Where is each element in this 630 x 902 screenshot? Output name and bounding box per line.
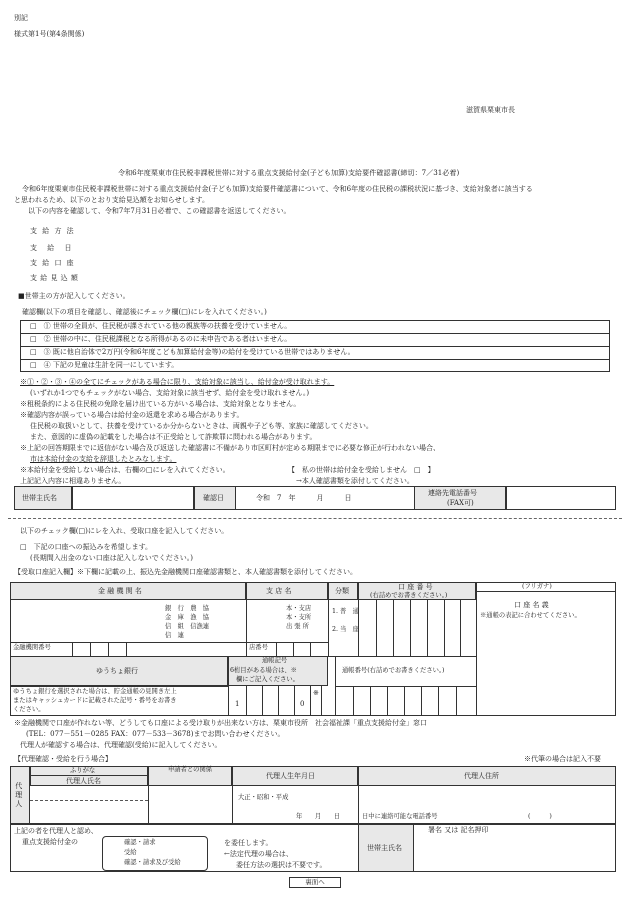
note-11: →本人確認書類を添付してください。 — [296, 477, 414, 485]
bank-acct-header: 口 座 番 号 — [398, 583, 433, 591]
yucho-no-label: 通帳番号(右詰めでお書きください。) — [342, 667, 445, 674]
bank-type-header: 分類 — [335, 587, 349, 595]
contact-2: (TEL：077－551－0285 FAX：077－533－3678)までお問い合わせください。 — [26, 730, 285, 738]
note-2: (いずれか1つでもチェックがない場合、支給対象に該当せず、給付金を受け取れません。) — [30, 389, 310, 397]
yucho-code-digit-6: 0 — [300, 700, 305, 708]
entrust-3: 委任方法の選択は不要です。 — [236, 861, 327, 869]
branch-type-3[interactable]: 出 張 所 — [286, 623, 309, 630]
bank-intro-4: 【受取口座記入欄】※下欄に記載の上、振込先金融機関口座確認書類と、本人確認書類を添付してください。 — [14, 568, 357, 576]
payment-date: 支 給 日 — [30, 244, 76, 252]
note-6: また、意図的に虚偽の記載をした場合は不正受給として詐欺罪に問われる場合があります。 — [30, 433, 317, 441]
note-7: ※上記の回答期限までに返信がない場合及び返送した確認書に不備があり市区町村が定める期限までに必要な修正が行われない場合、 — [20, 444, 440, 452]
entrust-2: ←法定代理の場合は、 — [224, 850, 293, 858]
proxy-head-note: ※代筆の場合は記入不要 — [524, 755, 601, 763]
check-item-2[interactable]: □ ② 世帯の中に、住民税課税となる所得があるのに未申告である者はいません。 — [30, 335, 292, 343]
proxy-dob-label: 代理人生年月日 — [266, 772, 315, 780]
contact-3: 代理人が確認する場合は、代理確認(受給)に記入してください。 — [20, 741, 222, 749]
acct-type-2[interactable]: 2. 当 座 — [332, 626, 359, 633]
check-item-1[interactable]: □ ① 世帯の全員が、住民税が課されている他の親族等の扶養を受けていません。 — [30, 322, 292, 330]
date-label: 確認日 — [203, 494, 224, 502]
inst-type-4[interactable]: 信 連 — [165, 632, 184, 639]
delegation-opt-2[interactable]: 受給 — [124, 849, 137, 856]
contact-1: ※金融機関で口座が作れない等、どうしても口座による受け取りが出来ない方は、栗東市役所 社会福祉課「重点支援給付金」窓口 — [14, 719, 427, 727]
yucho-note-3: ください。 — [13, 706, 45, 713]
check-header: 確認欄(以下の項目を確認し、確認後にチェック欄(□)にレを入れてください。) — [22, 308, 267, 316]
page-title: 令和6年度栗東市住民税非課税世帯に対する重点支援給付金(子ども加算)支給要件確認書(締切：7／31必着) — [118, 168, 460, 177]
proxy-kana-label: ふりがな — [70, 767, 96, 774]
next-page-label: 裏面へ — [305, 878, 325, 886]
delegation-1: 上記の者を代理人と認め、 — [14, 827, 98, 835]
delegation-opt-3[interactable]: 確認・請求及び受給 — [124, 859, 181, 866]
section-head: ■世帯主の方が記入してください。 — [18, 292, 130, 300]
delegation-2: 重点支援給付金の — [22, 838, 78, 846]
divider — [8, 518, 622, 519]
bank-intro-3: (長期間入出金のない口座は記入しないでください。) — [30, 554, 193, 562]
inst-type-2[interactable]: 金 庫 漁 協 — [165, 614, 210, 621]
intro-line-2: と思われるため、以下のとおり支給見込額をお知らせします。 — [14, 196, 209, 204]
proxy-head: 【代理確認・受給を行う場合】 — [14, 755, 112, 763]
yucho-code-label: 通帳記号 — [262, 657, 288, 664]
date-value[interactable]: 令和 7 年 月 日 — [256, 494, 352, 502]
payment-method: 支 給 方 法 — [30, 227, 76, 235]
payment-amount: 支 給 見 込 額 — [30, 274, 79, 282]
proxy-phone-paren[interactable]: ( ) — [528, 813, 552, 820]
issuer: 滋賀県栗東市長 — [466, 106, 515, 114]
phone-label: 連絡先電話番号 — [428, 489, 477, 497]
acct-type-1[interactable]: 1. 普 通 — [332, 608, 359, 615]
note-5: 住民税の取扱いとして、扶養を受けているか分からないときは、両親や子ども等、家族に確認してください。 — [30, 422, 373, 430]
entrust-1: を委任します。 — [224, 839, 273, 847]
yucho-note-1: ゆうちょ銀行を選択された場合は、貯金通帳の見開き左上 — [13, 688, 177, 695]
yucho-code-sub-1: 6桁目がある場合は、※ — [230, 667, 297, 674]
branch-type-2[interactable]: 本・支所 — [286, 614, 312, 621]
householder-input[interactable] — [72, 486, 194, 510]
note-1: ※①・②・③・④の全てにチェックがある場合に限り、支給対象に該当し、給付金が受け取れます。 — [20, 378, 335, 386]
intro-line-3: 以下の内容を確認して、令和7年7月31日必着で、この確認書を返送してください。 — [28, 207, 291, 215]
yucho-code-digit-1: 1 — [235, 700, 240, 708]
holder-sub: ※通帳の表記に合わせてください。 — [480, 612, 581, 619]
note-8: 市は本給付金の支給を辞退したとみなします。 — [30, 455, 177, 463]
sign-label: 世帯主氏名 — [367, 844, 402, 852]
delegation-opt-1[interactable]: 確認・請求 — [124, 839, 156, 846]
note-4: ※確認内容が誤っている場合は給付金の返還を求める場合があります。 — [20, 411, 244, 419]
form-number: 様式第1号(第4条関係) — [14, 30, 85, 38]
decline-checkbox[interactable]: 【 私の世帯は給付金を受給しません □ 】 — [288, 466, 435, 474]
phone-sub: (FAX可) — [447, 499, 474, 507]
inst-type-1[interactable]: 銀 行 農 協 — [165, 605, 210, 612]
sign-head: 署名 又は 記名押印 — [428, 826, 489, 834]
proxy-name-label: 代理人氏名 — [66, 777, 101, 785]
next-page-button[interactable] — [289, 877, 341, 888]
yucho-note-2: またはキャッシュカードに記載された記号・番号をお書き — [13, 697, 177, 704]
inst-code-label: 金融機関番号 — [13, 644, 51, 651]
bank-inst-header: 金 融 機 関 名 — [98, 587, 142, 595]
yucho-mark: ※ — [313, 689, 319, 697]
holder-header: 口 座 名 義 — [514, 601, 549, 609]
check-item-4[interactable]: □ ④ 下記の児童は生計を同一にしています。 — [30, 361, 179, 369]
householder-label: 世帯主氏名 — [22, 494, 57, 502]
bank-request-checkbox[interactable]: □ 下記の口座への振込みを希望します。 — [20, 543, 153, 551]
yucho-label: ゆうちょ銀行 — [96, 667, 138, 675]
kana-header: (フリガナ) — [522, 583, 552, 590]
yucho-code-sub-2: 欄にご記入ください。 — [236, 676, 299, 683]
note-9: ※本給付金を受給しない場合は、右欄の□にレを入れてください。 — [20, 466, 230, 474]
phone-input[interactable] — [506, 486, 616, 510]
check-item-3[interactable]: □ ③ 既に他自治体で2万円(令和6年度こども加算給付金等)の給付を受けている世帯ではありません。 — [30, 348, 355, 356]
payment-account: 支 給 口 座 — [30, 259, 76, 267]
intro-line-1: 令和6年度栗東市住民税非課税世帯に対する重点支援給付金(子ども加算)支給要件確認書について、令和6年度の住民税の課税状況に基づき、支給対象者に該当する — [22, 185, 533, 193]
annex-label: 別記 — [14, 14, 28, 22]
proxy-side-label: 代理人 — [14, 782, 23, 809]
proxy-ymd: 年 月 日 — [296, 813, 341, 820]
inst-type-3[interactable]: 信 組 信漁連 — [165, 623, 210, 630]
proxy-relation-label: 申請者との関係 — [167, 766, 213, 773]
branch-code-label: 店番号 — [249, 644, 268, 651]
bank-branch-header: 支 店 名 — [266, 587, 292, 595]
proxy-addr-label: 代理人住所 — [464, 772, 499, 780]
note-3: ※租税条約による住民税の免除を届け出ている方がいる場合は、支給対象となりません。 — [20, 400, 301, 408]
bank-intro-1: 以下のチェック欄(□)にレを入れ、受取口座を記入してください。 — [20, 527, 229, 535]
proxy-eras[interactable]: 大正・昭和・平成 — [238, 794, 289, 801]
branch-type-1[interactable]: 本・支店 — [286, 605, 312, 612]
note-10: 上記記入内容に相違ありません。 — [20, 477, 126, 485]
proxy-phone-label: 日中に連絡可能な電話番号 — [362, 813, 438, 820]
bank-acct-sub: (右詰めでお書きください。) — [370, 592, 448, 599]
